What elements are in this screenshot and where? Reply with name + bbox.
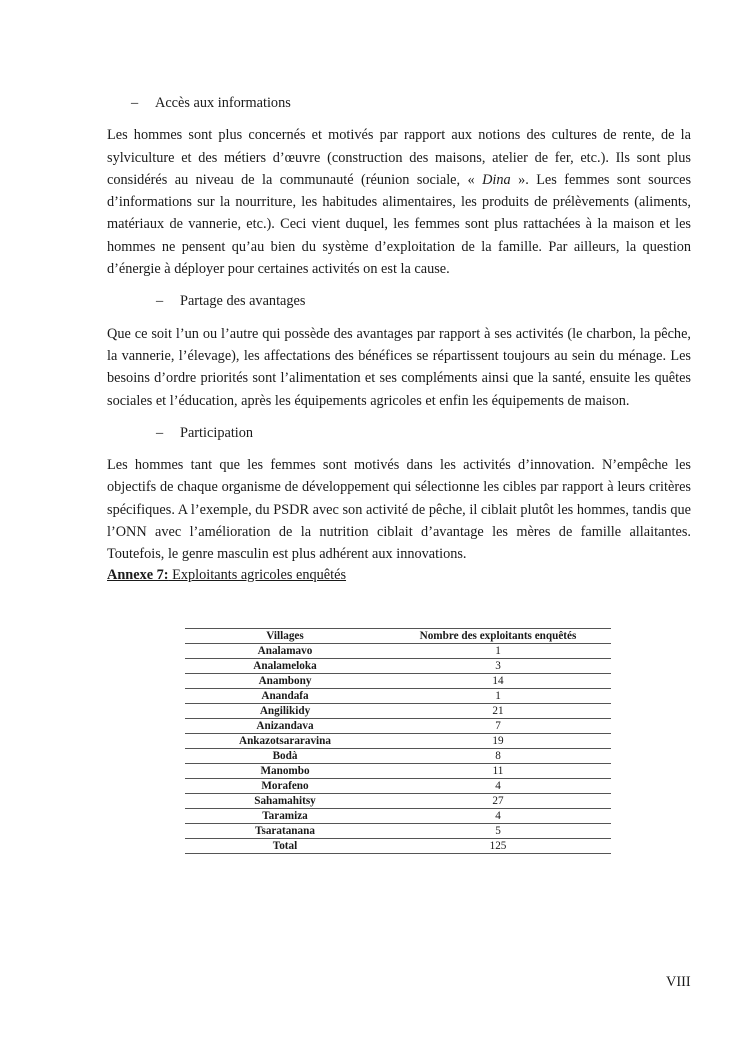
table-row xyxy=(185,764,611,779)
paragraph-italic-term: Dina xyxy=(482,171,511,188)
paragraph-acces-informations xyxy=(107,124,691,280)
village-name: Bodà xyxy=(185,749,385,764)
village-name: Morafeno xyxy=(185,779,385,794)
bullet-participation xyxy=(107,422,691,444)
table-row xyxy=(185,704,611,719)
farmer-count: 8 xyxy=(385,749,611,764)
table-row xyxy=(185,809,611,824)
bullet-text: Accès aux informations xyxy=(155,95,291,111)
farmer-count: 14 xyxy=(385,674,611,689)
farmer-count: 125 xyxy=(385,839,611,854)
table-body xyxy=(185,644,611,854)
table-row xyxy=(185,824,611,839)
farmer-count: 21 xyxy=(385,704,611,719)
village-name: Taramiza xyxy=(185,809,385,824)
paragraph-text: Les hommes sont plus concernés et motivés par rapport aux notions des cultures de rente, de la sylviculture et des métiers d’œuvre (construction des maisons, atelier de fer, etc.). Ils sont plus considérés au niveau de la communauté (réunion sociale, « xyxy=(107,127,691,188)
village-name: Manombo xyxy=(185,764,385,779)
bullet-acces-informations xyxy=(107,92,691,114)
village-name: Sahamahitsy xyxy=(185,794,385,809)
bullet-dash: – xyxy=(156,424,164,441)
column-header-count: Nombre des exploitants enquêtés xyxy=(385,629,611,644)
paragraph-partage-avantages: Que ce soit l’un ou l’autre qui possède des avantages par rapport à ses activités (le charbon, la pêche, la vannerie, l’élevage), les affectations des bénéfices se répartissent toujours au sein du ménage. Les besoins d’ordre priorités sont l’alimentation et ses compléments ainsi que la santé, ensuite les quêtes sociales et l’éducation, après les équipements agricoles et enfin les équipements de maison. xyxy=(107,325,691,409)
village-name: Anandafa xyxy=(185,689,385,704)
farmer-count: 4 xyxy=(385,809,611,824)
village-name: Angilikidy xyxy=(185,704,385,719)
table-row xyxy=(185,779,611,794)
page-number: VIII xyxy=(666,974,691,990)
village-name: Analamavo xyxy=(185,644,385,659)
village-name: Total xyxy=(185,839,385,854)
village-name: Anambony xyxy=(185,674,385,689)
bullet-text: Participation xyxy=(180,424,254,441)
table-row xyxy=(185,794,611,809)
bullet-partage-avantages xyxy=(107,290,691,312)
village-name: Anizandava xyxy=(185,719,385,734)
village-name: Ankazotsararavina xyxy=(185,734,385,749)
paragraph-text: ». Les femmes sont sources d’informations sur la nourriture, les habitudes alimentaires, les produits de prélèvements (aliments, matériaux de vannerie, etc.). Ceci vient duquel, les femmes sont plus rattachées à la maison et les hommes ne pensent qu’au bien du système d’exploitation de la famille. Par ailleurs, la question d’énergie à déployer pour certaines activités on est la cause. xyxy=(107,171,692,278)
farmer-count: 4 xyxy=(385,779,611,794)
farmer-count: 1 xyxy=(385,689,611,704)
table-row xyxy=(185,749,611,764)
table-row xyxy=(185,644,611,659)
table-row xyxy=(185,659,611,674)
farmer-count: 7 xyxy=(385,719,611,734)
document-body xyxy=(107,92,691,584)
table-row xyxy=(185,719,611,734)
annex-table xyxy=(185,628,611,854)
annex-title: Exploitants agricoles enquêtés xyxy=(168,566,347,583)
farmer-count: 11 xyxy=(385,764,611,779)
annex-caption xyxy=(107,566,691,584)
farmer-count: 3 xyxy=(385,659,611,674)
annex-label: Annexe 7: xyxy=(107,566,169,583)
bullet-dash: – xyxy=(131,95,139,111)
table-total-row xyxy=(185,839,611,854)
farmer-count: 5 xyxy=(385,824,611,839)
table-row xyxy=(185,734,611,749)
village-name: Tsaratanana xyxy=(185,824,385,839)
bullet-text: Partage des avantages xyxy=(180,293,306,310)
table-row xyxy=(185,689,611,704)
paragraph-participation: Les hommes tant que les femmes sont motivés dans les activités d’innovation. N’empêche les objectifs de chaque organisme de développement qui sélectionne les cibles par rapport à leurs critères spécifiques. A l’exemple, du PSDR avec son activité de pêche, il ciblait plutôt les hommes, tandis que l’ONN avec l’amélioration de la nutrition ciblait d’avantage les mères de famille allaitantes. Toutefois, le genre masculin est plus adhérent aux innovations. xyxy=(107,457,691,563)
table-row xyxy=(185,674,611,689)
farmer-count: 27 xyxy=(385,794,611,809)
farmer-count: 1 xyxy=(385,644,611,659)
bullet-dash: – xyxy=(156,293,164,310)
column-header-villages: Villages xyxy=(185,629,385,644)
table-header-row xyxy=(185,629,611,644)
village-name: Analameloka xyxy=(185,659,385,674)
farmer-count: 19 xyxy=(385,734,611,749)
